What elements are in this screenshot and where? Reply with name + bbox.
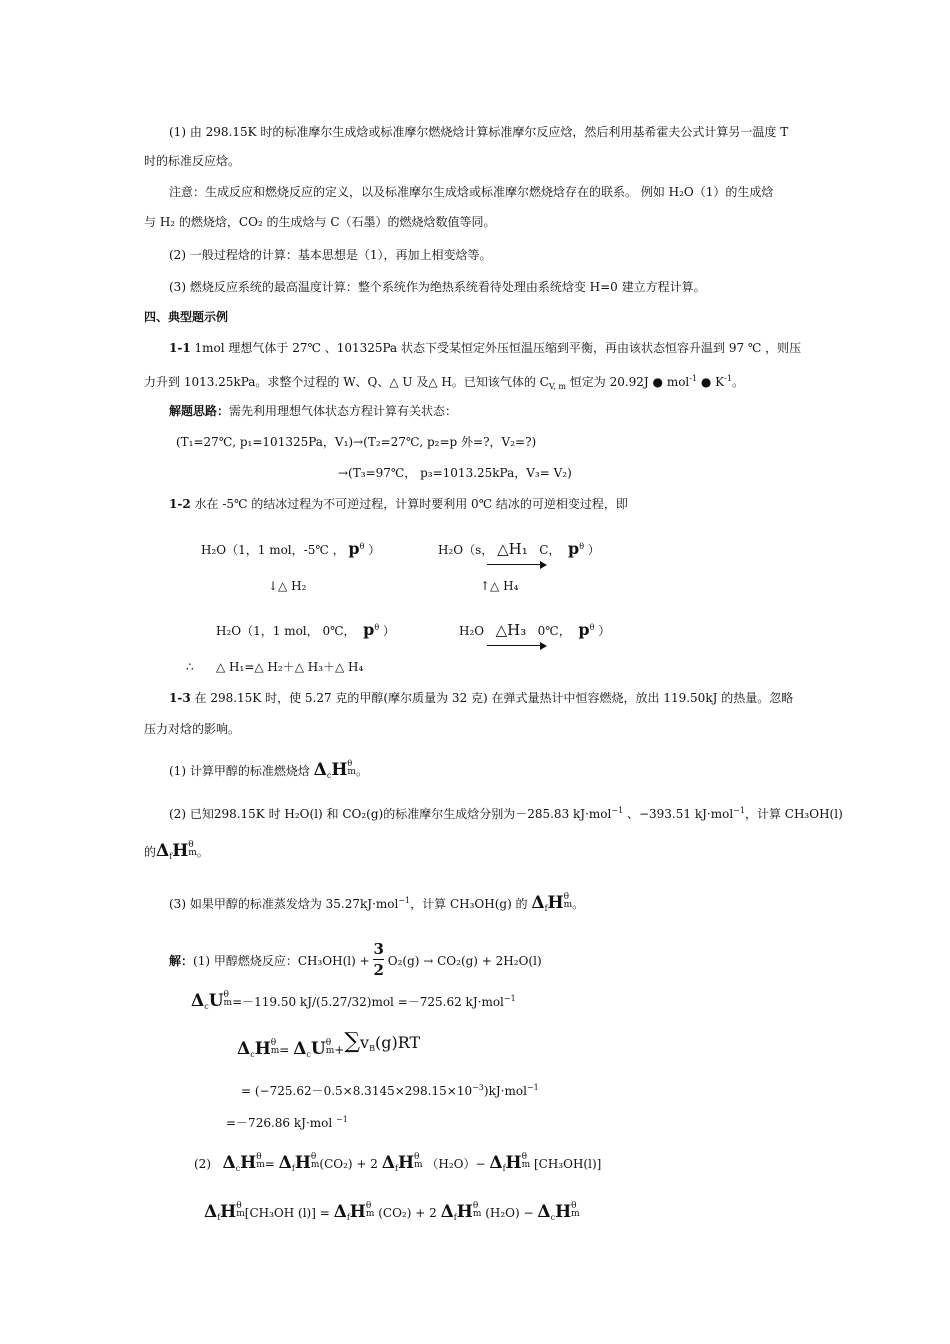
eq-hess-2: $\Delta_fH$ θ m [CH₃OH $(l)] = \Delta_fH$ θ m (CO₂) + 2 $\Delta_fH$ θ m $(H_2O) - \Delta_cH$ θ m — [204, 1200, 580, 1222]
step-dh2: ↓△ H₂ — [268, 579, 307, 593]
problem-1-2: 1-2 水在 -5℃ 的结冰过程为不可逆过程，计算时要利用 0℃ 结冰的可逆相变过程，即 — [169, 497, 628, 511]
state-solid-0: H₂O △H₃ 0℃， $p^\theta$ ） — [459, 620, 611, 639]
method-3: (3) 燃烧反应系统的最高温度计算：整个系统作为绝热系统看待处理由系统焓变 H=0 建立方程计算。 — [169, 280, 706, 294]
question-2: (2) 已知298.15K 时 H₂O(l) 和 CO₂(g)的标准摩尔生成焓分别为－285.83 kJ·mol$^{-1}$ 、−393.51 kJ·mol$^{-1}$，计算 CH₃OH(l) — [169, 806, 843, 821]
problem-1-1: 1-1 1mol 理想气体于 27℃ 、101325Pa 状态下受某恒定外压恒温压缩到平衡，再由该状态恒容升温到 97 ℃ ，则压 — [169, 341, 802, 355]
eq-result: =－726.86 kJ·mol $^{-1}$ — [226, 1115, 348, 1130]
problem-1-1-cont: 力升到 1013.25kPa。求整个过程的 W、Q、△ U 及△ H。已知该气体的 $C_{V, m}$ 恒定为 20.92J ● mol$^{-1}$ ● $K^{-1}$。 — [144, 374, 744, 391]
question-3: (3) 如果甲醇的标准蒸发焓为 35.27kJ·mol$^{-1}$，计算 CH₃OH(g) 的 $\Delta_fH$ θ m 。 — [169, 891, 585, 913]
eq-enthalpy-relation: $\Delta_cH$ θ m = $\Delta_cU$ θ m $+\sum v^B(g)RT$ — [237, 1029, 421, 1059]
section-heading: 四、典型题示例 — [144, 310, 229, 324]
method-1-cont: 时的标准反应焓。 — [144, 154, 241, 168]
eq-internal-energy: $\Delta_cU$ θ m =－119.50 kJ/(5.27/32)mol =－725.62 kJ·mol$^{-1}$ — [191, 989, 516, 1011]
problem-1-3-cont: 压力对焓的影响。 — [144, 722, 241, 736]
state-sequence-2: →(T₃=97℃， p₃=1013.25kPa，V₃= V₂) — [338, 466, 572, 480]
method-2: (2) 一般过程焓的计算：基本思想是（1），再加上相变焓等。 — [169, 248, 492, 262]
eq-hess-1: (2) $\Delta_cH$ θ m = $\Delta_fH$ θ m (CO₂) + 2 $\Delta_fH$ θ m $(H_2O)- \Delta_fH$ θ m [CH₃OH(l)] — [194, 1151, 602, 1173]
problem-1-3: 1-3 在 298.15K 时，使 5.27 克的甲醇(摩尔质量为 32 克) 在弹式量热计中恒容燃烧，放出 119.50kJ 的热量。忽略 — [169, 691, 794, 705]
note: 注意：生成反应和燃烧反应的定义，以及标准摩尔生成焓或标准摩尔燃烧焓存在的联系。 例如 H₂O（1）的生成焓 — [169, 185, 774, 199]
solution-idea: 解题思路：需先利用理想气体状态方程计算有关状态： — [169, 404, 458, 418]
question-2-cont: 的$\Delta_fH$ θ m 。 — [144, 839, 209, 861]
state-liquid-minus5: H₂O（1，1 mol，-5℃ ， $p^\theta$ ） — [201, 539, 381, 558]
state-liquid-0: H₂O（1，1 mol， 0℃， $p^\theta$ ） — [216, 620, 395, 639]
note-cont: 与 H₂ 的燃烧焓，CO₂ 的生成焓与 C（石墨）的燃烧焓数值等同。 — [144, 215, 496, 229]
arrow-dh1 — [487, 564, 545, 565]
arrow-dh3 — [487, 645, 545, 646]
therefore-symbol: ∴ — [186, 660, 194, 674]
state-solid: H₂O（s， △H₁ C， $p^\theta$ ） — [438, 539, 600, 558]
question-1: (1) 计算甲醇的标准燃烧焓 $\Delta_cH$ θ m 。 — [169, 758, 368, 780]
eq-substitution: = $(-725.62-0.5\times 8.3145\times 298.15\times 10^{-3})kJ\cdot mol^{-1}$ — [241, 1083, 539, 1098]
enthalpy-sum: △ H₁=△ H₂＋△ H₃＋△ H₄ — [216, 660, 364, 674]
method-1: (1) 由 298.15K 时的标准摩尔生成焓或标准摩尔燃烧焓计算标准摩尔反应焓，然后利用基希霍夫公式计算另一温度 T — [169, 125, 789, 139]
step-dh4: ↑△ H₄ — [480, 579, 519, 593]
fraction-3-2: $\frac{3}{2}$ — [373, 940, 384, 979]
solution-reaction: 解：(1) 甲醇燃烧反应：CH₃OH(l) + $\frac{3}{2}$ O₂(g) → CO₂(g) + 2H₂O(l) — [169, 940, 542, 979]
state-sequence-1: (T₁=27℃, p₁=101325Pa，V₁)→(T₂=27℃, p₂=p 外=?，V₂=?) — [176, 435, 537, 449]
